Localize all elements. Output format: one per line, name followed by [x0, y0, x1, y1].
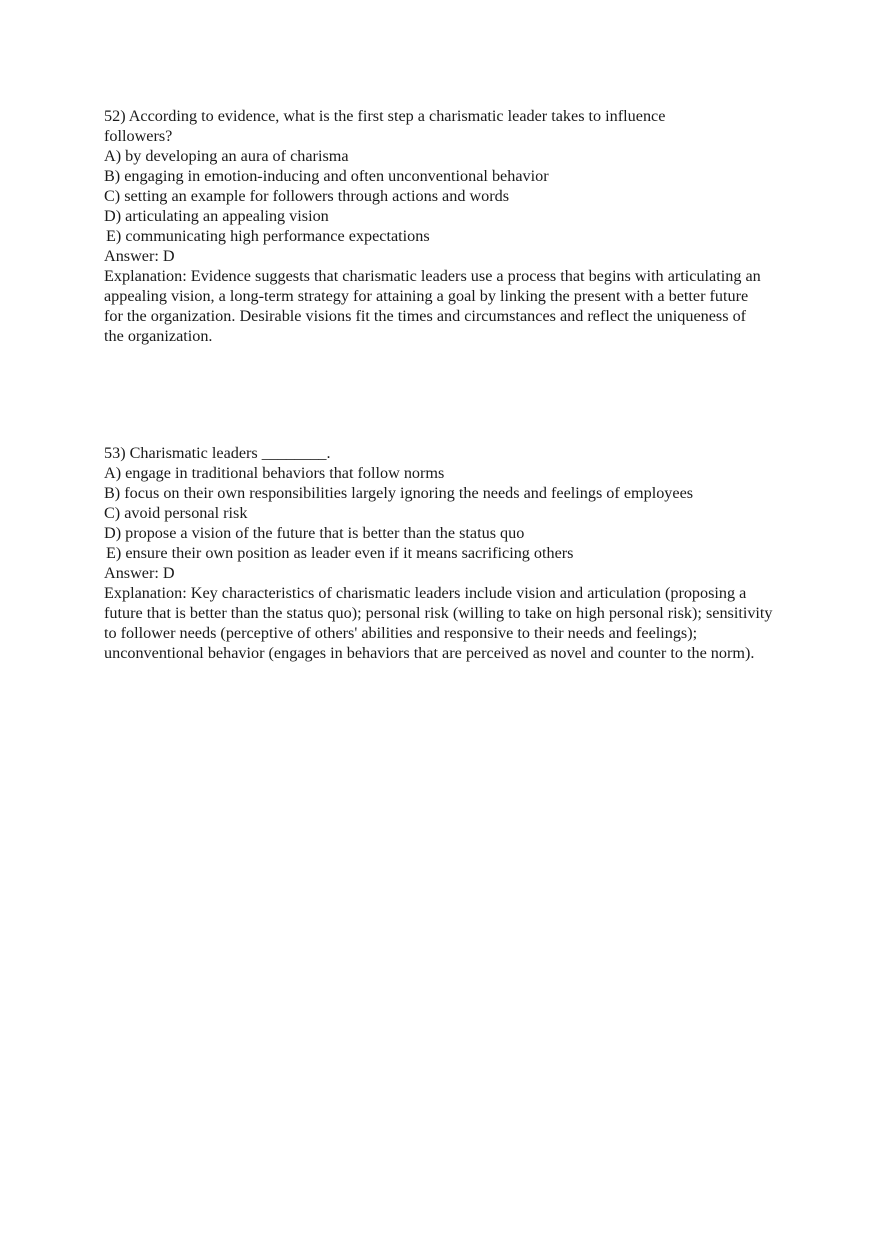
option-a: A) engage in traditional behaviors that follow norms [104, 464, 445, 482]
option-a: A) by developing an aura of charisma [104, 147, 349, 165]
question-stem: 52) According to evidence, what is the first step a charismatic leader takes to influence followers? [104, 107, 666, 145]
option-e: E) communicating high performance expectations [106, 227, 430, 245]
option-c: C) setting an example for followers through actions and words [104, 187, 510, 205]
option-b: B) focus on their own responsibilities largely ignoring the needs and feelings of employees [104, 484, 694, 502]
option-b: B) engaging in emotion-inducing and often unconventional behavior [104, 167, 549, 185]
option-e: E) ensure their own position as leader even if it means sacrificing others [106, 544, 574, 562]
explanation: Explanation: Key characteristics of charismatic leaders include vision and articulation (proposing a future that is better than the status quo); personal risk (willing to take on high personal risk); sensitivity to follower needs (perceptive of others' abilities and responsive to their needs and feelings); unconventional behavior (engages in behaviors that are perceived as novel and counter to the norm). [104, 584, 773, 662]
question-stem: 53) Charismatic leaders ________. [104, 444, 331, 462]
option-d: D) propose a vision of the future that is better than the status quo [104, 524, 525, 542]
answer-line: Answer: D [104, 247, 175, 265]
option-c: C) avoid personal risk [104, 504, 248, 522]
question-53 [104, 443, 784, 663]
option-d: D) articulating an appealing vision [104, 207, 329, 225]
answer-line: Answer: D [104, 564, 175, 582]
explanation: Explanation: Evidence suggests that charismatic leaders use a process that begins with articulating an appealing vision, a long-term strategy for attaining a goal by linking the present with a better future for the organization. Desirable visions fit the times and circumstances and reflect the uniqueness of the organization. [104, 267, 761, 345]
question-52 [104, 106, 784, 346]
